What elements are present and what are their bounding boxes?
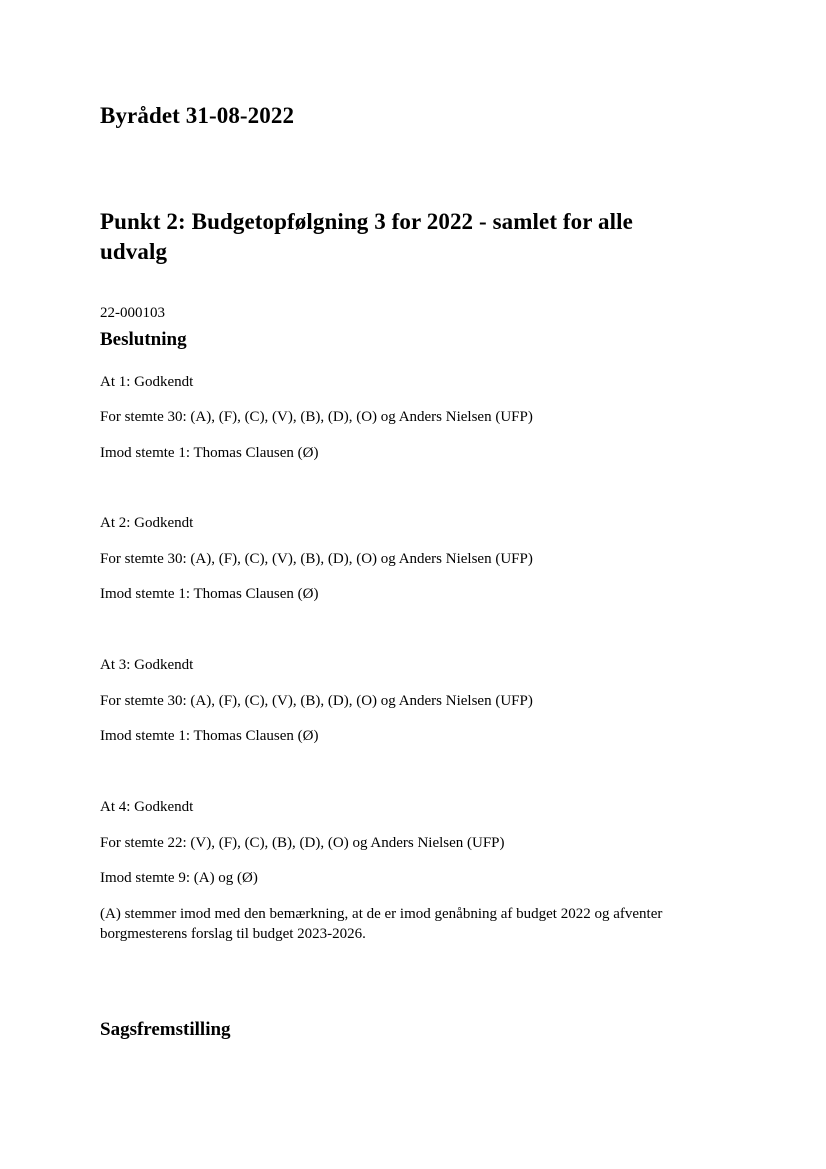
meeting-heading: Byrådet 31-08-2022	[100, 103, 295, 128]
vote-1-against: Imod stemte 1: Thomas Clausen (Ø)	[100, 445, 319, 461]
vote-4-note: (A) stemmer imod med den bemærkning, at de er imod genåbning af budget 2022 og afventer borgmesterens forslag til budget 2023-2026.	[100, 906, 663, 942]
vote-4-result: At 4: Godkendt	[100, 799, 194, 815]
vote-1-for: For stemte 30: (A), (F), (C), (V), (B), (D), (O) og Anders Nielsen (UFP)	[100, 409, 533, 425]
decision-heading: Beslutning	[100, 329, 187, 350]
vote-3-for: For stemte 30: (A), (F), (C), (V), (B), (D), (O) og Anders Nielsen (UFP)	[100, 693, 533, 709]
vote-3-result: At 3: Godkendt	[100, 657, 194, 673]
case-number: 22-000103	[100, 305, 165, 321]
vote-1-result: At 1: Godkendt	[100, 374, 194, 390]
vote-4-for: For stemte 22: (V), (F), (C), (B), (D), (O) og Anders Nielsen (UFP)	[100, 835, 505, 851]
vote-2-for: For stemte 30: (A), (F), (C), (V), (B), (D), (O) og Anders Nielsen (UFP)	[100, 551, 533, 567]
vote-4-against: Imod stemte 9: (A) og (Ø)	[100, 870, 258, 886]
vote-2-result: At 2: Godkendt	[100, 515, 194, 531]
vote-3-against: Imod stemte 1: Thomas Clausen (Ø)	[100, 728, 319, 744]
case-presentation-heading: Sagsfremstilling	[100, 1019, 231, 1040]
vote-2-against: Imod stemte 1: Thomas Clausen (Ø)	[100, 586, 319, 602]
item-title: Punkt 2: Budgetopfølgning 3 for 2022 - samlet for alle udvalg	[100, 209, 633, 264]
